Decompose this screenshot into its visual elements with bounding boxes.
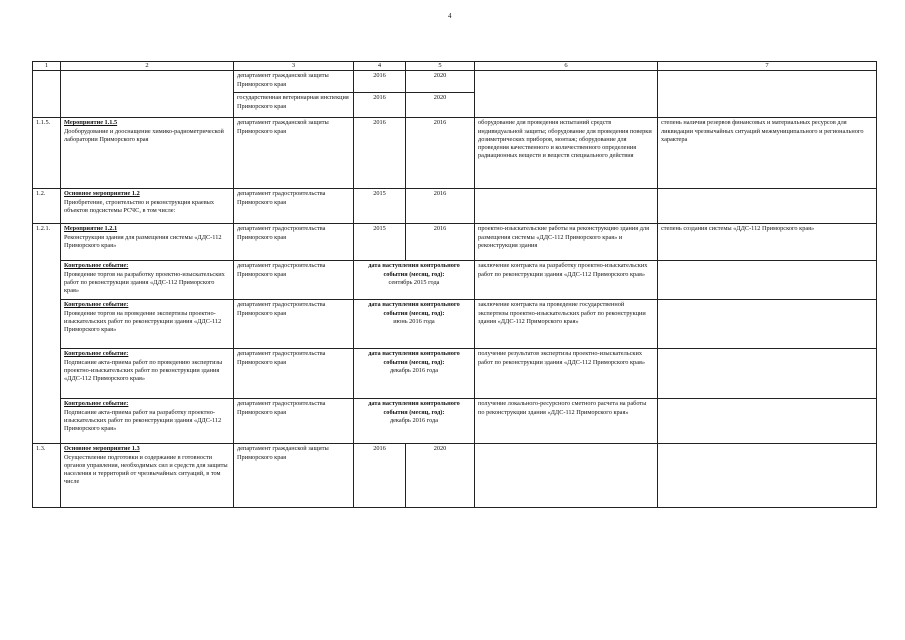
col-number-5: 5	[406, 62, 475, 71]
end-year-cell: 2016	[406, 189, 475, 224]
start-year-cell: 2016	[354, 71, 406, 93]
control-date-cell	[354, 349, 475, 399]
start-year-cell: 2016	[354, 444, 406, 508]
measure-cell	[61, 224, 234, 261]
control-event-description: Подписание акта-приема работ на разработку проектно-изыскательских работ по реконструкции здания «ДДС-112 Приморского края»	[64, 408, 222, 432]
end-year-cell: 2020	[406, 93, 475, 118]
row-number-cell: 1.2.1.	[33, 224, 61, 444]
col-number-2: 2	[61, 62, 234, 71]
measure-description: Реконструкция здания для размещения системы «ДДС-112 Приморского края»	[64, 233, 222, 249]
indicator-cell: степень наличия резервов финансовых и материальных ресурсов для ликвидации чрезвычайных ситуаций межмуниципального и регионального характера	[658, 118, 877, 189]
executor-cell: департамент градостроительства Приморского края	[234, 349, 354, 399]
executor-cell: департамент градостроительства Приморского края	[234, 399, 354, 444]
executor-cell: департамент градостроительства Приморского края	[234, 189, 354, 224]
end-year-cell: 2016	[406, 118, 475, 189]
control-event-description: Проведение торгов на разработку проектно-изыскательских работ по реконструкции здания «ДДС-112 Приморского края»	[64, 270, 225, 294]
result-cell: заключение контракта на разработку проектно-изыскательских работ по реконструкции здания «ДДС-112 Приморского края»	[475, 261, 658, 300]
col-number-4: 4	[354, 62, 406, 71]
control-event-description: Проведение торгов на проведение экспертизы проектно-изыскательских работ по реконструкции здания «ДДС-112 Приморского края»	[64, 309, 222, 333]
measure-title: Мероприятие 1.1.5	[64, 119, 118, 127]
executor-cell: департамент гражданской защиты Приморского края	[234, 118, 354, 189]
result-cell: проектно-изыскательские работы на реконструкцию здания для размещения системы «ДДС-112 Приморского края» и реконструкция здания	[475, 224, 658, 261]
control-event-description: Подписание акта-приема работ по проведению экспертизы проектно-изыскательских работ по реконструкции здания «ДДС-112 Приморского края»	[64, 358, 223, 382]
executor-cell: департамент градостроительства Приморского края	[234, 261, 354, 300]
measure-title: Основное мероприятие 1.2	[64, 190, 140, 198]
control-date-cell	[354, 300, 475, 349]
measure-description: Осуществление подготовки и содержание в готовности органов управления, необходимых сил и средств для защиты населения и территорий от чрезвычайных ситуаций, в том числе	[64, 453, 228, 486]
control-date-label: дата наступления контрольного события (месяц, год):	[368, 350, 460, 366]
measure-title: Основное мероприятие 1.3	[64, 445, 140, 453]
indicator-cell	[658, 71, 877, 118]
indicator-cell	[658, 300, 877, 349]
table-row	[33, 71, 877, 93]
control-event-title: Контрольное событие:	[64, 350, 129, 358]
indicator-cell	[658, 261, 877, 300]
column-number-row	[33, 62, 877, 71]
col-number-6: 6	[475, 62, 658, 71]
measure-cell	[61, 118, 234, 189]
start-year-cell: 2015	[354, 224, 406, 261]
executor-cell: государственная ветеринарная инспекция Приморского края	[234, 93, 354, 118]
col-number-1: 1	[33, 62, 61, 71]
control-event-row	[33, 349, 877, 399]
result-cell	[475, 71, 658, 118]
result-cell: получение результатов экспертизы проектно-изыскательских работ по реконструкции здания «ДДС-112 Приморского края»	[475, 349, 658, 399]
measure-cell	[61, 349, 234, 399]
result-cell	[475, 189, 658, 224]
control-event-title: Контрольное событие:	[64, 400, 129, 408]
indicator-cell	[658, 444, 877, 508]
end-year-cell: 2016	[406, 224, 475, 261]
measure-cell	[61, 189, 234, 224]
row-number-cell: 1.2.	[33, 189, 61, 224]
table-row	[33, 118, 877, 189]
row-number-cell: 1.3.	[33, 444, 61, 508]
executor-cell: департамент градостроительства Приморского края	[234, 224, 354, 261]
indicator-cell	[658, 349, 877, 399]
result-cell: заключение контракта на проведение государственной экспертизы проектно-изыскательских работ по реконструкции здания «ДДС-112 Приморского края»	[475, 300, 658, 349]
indicator-cell	[658, 399, 877, 444]
page-number: 4	[448, 12, 452, 20]
measure-cell	[61, 71, 234, 118]
control-event-row	[33, 261, 877, 300]
table-row	[33, 224, 877, 261]
control-date-value: декабрь 2016 года	[389, 416, 439, 424]
indicator-cell: степень создания системы «ДДС-112 Приморского края»	[658, 224, 877, 261]
control-event-row	[33, 300, 877, 349]
result-cell: получение локального-ресурсного сметного расчета на работы по реконструкции здания «ДДС-112 Приморского края»	[475, 399, 658, 444]
control-date-value: июнь 2016 года	[393, 317, 435, 325]
measure-title: Мероприятие 1.2.1	[64, 225, 118, 233]
executor-cell: департамент градостроительства Приморского края	[234, 300, 354, 349]
control-date-label: дата наступления контрольного события (месяц, год):	[368, 262, 460, 278]
indicator-cell	[658, 189, 877, 224]
control-date-label: дата наступления контрольного события (месяц, год):	[368, 400, 460, 416]
measure-cell	[61, 444, 234, 508]
table-row	[33, 189, 877, 224]
start-year-cell: 2015	[354, 189, 406, 224]
measure-description: Дооборудование и дооснащение химико-радиометрической лаборатории Приморского края	[64, 127, 224, 143]
measure-cell	[61, 399, 234, 444]
control-event-title: Контрольное событие:	[64, 301, 129, 309]
control-date-value: декабрь 2016 года	[389, 366, 439, 374]
executor-cell: департамент гражданской защиты Приморского края	[234, 444, 354, 508]
control-event-row	[33, 399, 877, 444]
measure-cell	[61, 261, 234, 300]
start-year-cell: 2016	[354, 118, 406, 189]
row-number-cell: 1.1.5.	[33, 118, 61, 189]
measure-cell	[61, 300, 234, 349]
control-date-cell	[354, 261, 475, 300]
control-date-cell	[354, 399, 475, 444]
control-event-title: Контрольное событие:	[64, 262, 129, 270]
table-row	[33, 444, 877, 508]
start-year-cell: 2016	[354, 93, 406, 118]
col-number-7: 7	[658, 62, 877, 71]
result-cell: оборудование для проведения испытаний средств индивидуальной защиты; оборудование для проведения поверки дозиметрических приборов, монтаж; оборудование для проведения качественного и количественного определения радиационных веществ и веществ специального действия	[475, 118, 658, 189]
measures-table	[32, 61, 877, 508]
end-year-cell: 2020	[406, 444, 475, 508]
result-cell	[475, 444, 658, 508]
executor-cell: департамент гражданской защиты Приморского края	[234, 71, 354, 93]
control-date-label: дата наступления контрольного события (месяц, год):	[368, 301, 460, 317]
col-number-3: 3	[234, 62, 354, 71]
control-date-value: сентябрь 2015 года	[388, 278, 440, 286]
measure-description: Приобретение, строительство и реконструкция краевых объектов подсистемы РСЧС, в том числе:	[64, 198, 215, 214]
end-year-cell: 2020	[406, 71, 475, 93]
row-number-cell	[33, 71, 61, 118]
